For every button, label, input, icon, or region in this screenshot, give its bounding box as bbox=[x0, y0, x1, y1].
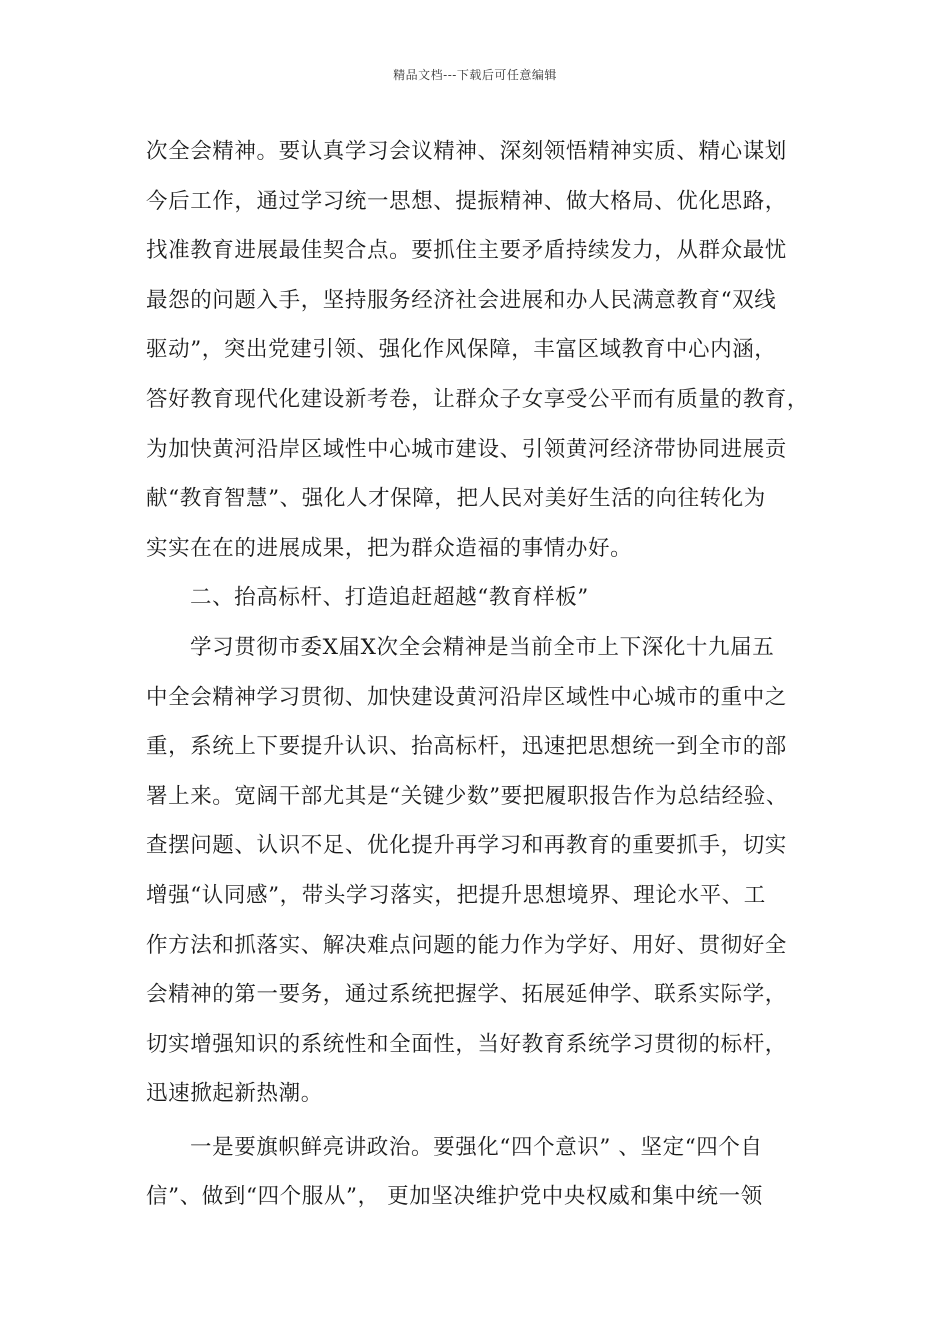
text-line: 增强“认同感”，带头学习落实，把提升思想境界、理论水平、工 bbox=[146, 882, 766, 908]
text-line: 次全会精神。要认真学习会议精神、深刻领悟精神实质、精心谋划 bbox=[146, 139, 787, 164]
section-heading: 二、抬高标杆、打造追赶超越“教育样板” bbox=[190, 585, 589, 611]
text-line: 作方法和抓落实、解决难点问题的能力作为学好、用好、贯彻好全 bbox=[146, 932, 787, 958]
text-line: 重，系统上下要提升认识、抬高标杆，迅速把思想统一到全市的部 bbox=[146, 734, 787, 760]
text-line: 会精神的第一要务，通过系统把握学、拓展延伸学、联系实际学， bbox=[146, 982, 787, 1008]
text-line: 找准教育进展最佳契合点。要抓住主要矛盾持续发力，从群众最忧 bbox=[146, 238, 787, 264]
text-line: 学习贯彻市委X届X次全会精神是当前全市上下深化十九届五 bbox=[190, 634, 775, 660]
text-line: 今后工作，通过学习统一思想、提振精神、做大格局、优化思路， bbox=[146, 188, 787, 214]
text-line: 中全会精神学习贯彻、加快建设黄河沿岸区域性中心城市的重中之 bbox=[146, 684, 787, 710]
text-line: 信”、做到“四个服从”， 更加坚决维护党中央权威和集中统一领 bbox=[146, 1184, 763, 1210]
text-line: 署上来。宽阔干部尤其是“关键少数”要把履职报告作为总结经验、 bbox=[146, 783, 788, 809]
text-line: 答好教育现代化建设新考卷，让群众子女享受公平而有质量的教育， bbox=[146, 386, 810, 412]
page-header: 精品文档---下载后可任意编辑 bbox=[393, 68, 557, 82]
text-line: 实实在在的进展成果，把为群众造福的事情办好。 bbox=[146, 535, 633, 561]
text-line: 查摆问题、认识不足、优化提升再学习和再教育的重要抓手，切实 bbox=[146, 833, 787, 859]
document-body bbox=[146, 132, 846, 1227]
text-line: 迅速掀起新热潮。 bbox=[146, 1081, 323, 1107]
text-line: 切实增强知识的系统性和全面性，当好教育系统学习贯彻的标杆， bbox=[146, 1031, 787, 1057]
text-line: 驱动”，突出党建引领、强化作风保障，丰富区域教育中心内涵， bbox=[146, 337, 777, 363]
text-line: 为加快黄河沿岸区域性中心城市建设、引领黄河经济带协同进展贡 bbox=[146, 436, 787, 462]
text-line: 一是要旗帜鲜亮讲政治。要强化“四个意识” 、坚定“四个自 bbox=[190, 1134, 763, 1160]
text-line: 最怨的问题入手，坚持服务经济社会进展和办人民满意教育“双线 bbox=[146, 287, 777, 313]
text-line: 献“教育智慧”、强化人才保障，把人民对美好生活的向往转化为 bbox=[146, 486, 766, 512]
